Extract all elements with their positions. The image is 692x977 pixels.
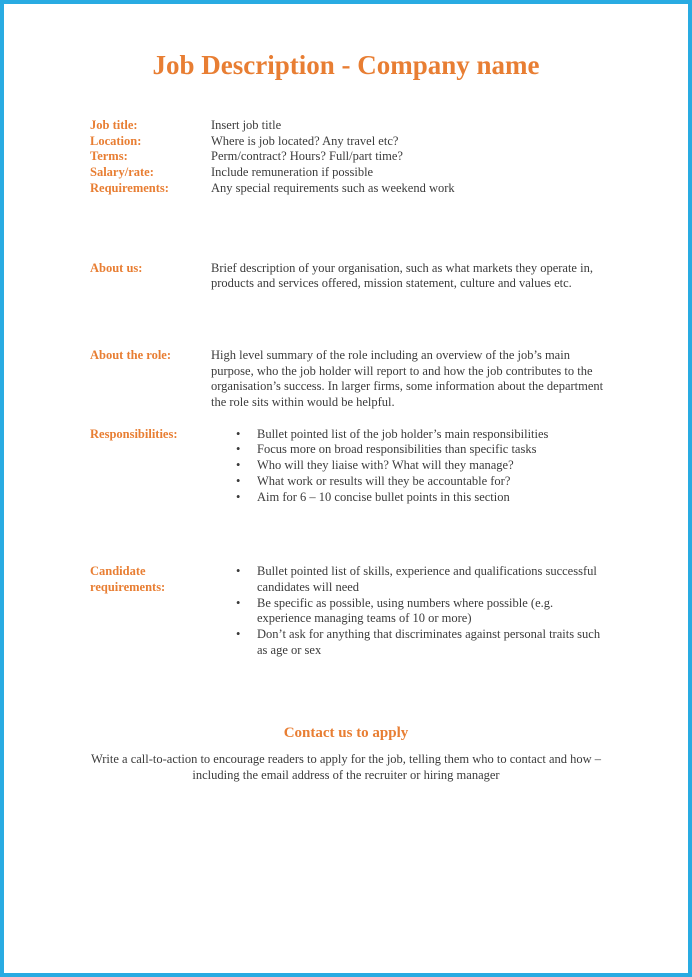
field-row-salary: [90, 165, 688, 181]
candidate-bullet-list: [211, 564, 610, 658]
candidate-requirements-body: [211, 564, 610, 658]
responsibilities-body: [211, 427, 610, 506]
requirements-label: Requirements:: [90, 180, 169, 195]
section-candidate-requirements: [90, 564, 688, 658]
field-row-terms: [90, 149, 688, 165]
salary-value: Include remuneration if possible: [211, 165, 374, 180]
section-about-us: [90, 261, 688, 292]
about-role-body: [211, 348, 610, 411]
about-us-body: [211, 261, 610, 292]
bullet-item: • Focus more on broad responsibilities than specific tasks: [211, 442, 610, 458]
about-role-label: About the role:: [90, 347, 172, 362]
bullet-item: • Aim for 6 – 10 concise bullet points in this section: [211, 490, 610, 506]
responsibilities-label: Responsibilities:: [90, 426, 178, 441]
bullet-item: • Who will they liaise with? What will they manage?: [211, 458, 610, 474]
contact-call-to-action-text: Write a call-to-action to encourage readers to apply for the job, telling them who to contact and how – including the email address of the recruiter or hiring manager: [90, 752, 602, 783]
page-title: Job Description - Company name: [152, 50, 540, 80]
bullet-item: • Don’t ask for anything that discriminates against personal traits such as age or sex: [211, 627, 610, 658]
section-about-role: [90, 348, 688, 411]
about-role-text: High level summary of the role including an overview of the job’s main purpose, who the job holder will report to and how the job contributes to the organisation’s success. In larger firms, some information about the department the role sits within would be helpful.: [211, 347, 604, 410]
job-title-label: Job title:: [90, 118, 138, 132]
location-label: Location:: [90, 133, 142, 148]
bullet-item: • Bullet pointed list of the job holder’s main responsibilities: [211, 427, 610, 443]
about-us-label: About us:: [90, 260, 143, 275]
field-row-requirements: [90, 181, 688, 197]
bullet-item: • What work or results will they be accountable for?: [211, 474, 610, 490]
about-us-text: Brief description of your organisation, such as what markets they operate in, products and services offered, mission statement, culture and values etc.: [211, 260, 593, 291]
location-value: Where is job located? Any travel etc?: [211, 133, 399, 148]
bullet-item: • Bullet pointed list of skills, experience and qualifications successful candidates will need: [211, 564, 610, 595]
responsibilities-bullet-list: [211, 427, 610, 506]
candidate-requirements-label: Candidate requirements:: [90, 564, 166, 594]
section-responsibilities: [90, 427, 688, 506]
bullet-item: • Be specific as possible, using numbers where possible (e.g. experience managing teams of 10 or more): [211, 596, 610, 627]
field-row-job-title: [90, 118, 688, 134]
field-row-location: [90, 134, 688, 150]
job-title-value: Insert job title: [211, 118, 282, 132]
contact-heading: Contact us to apply: [283, 725, 409, 742]
job-summary-fields: [90, 118, 688, 197]
salary-label: Salary/rate:: [90, 165, 154, 180]
terms-value: Perm/contract? Hours? Full/part time?: [211, 149, 403, 164]
requirements-value: Any special requirements such as weekend work: [211, 180, 455, 195]
terms-label: Terms:: [90, 149, 128, 164]
